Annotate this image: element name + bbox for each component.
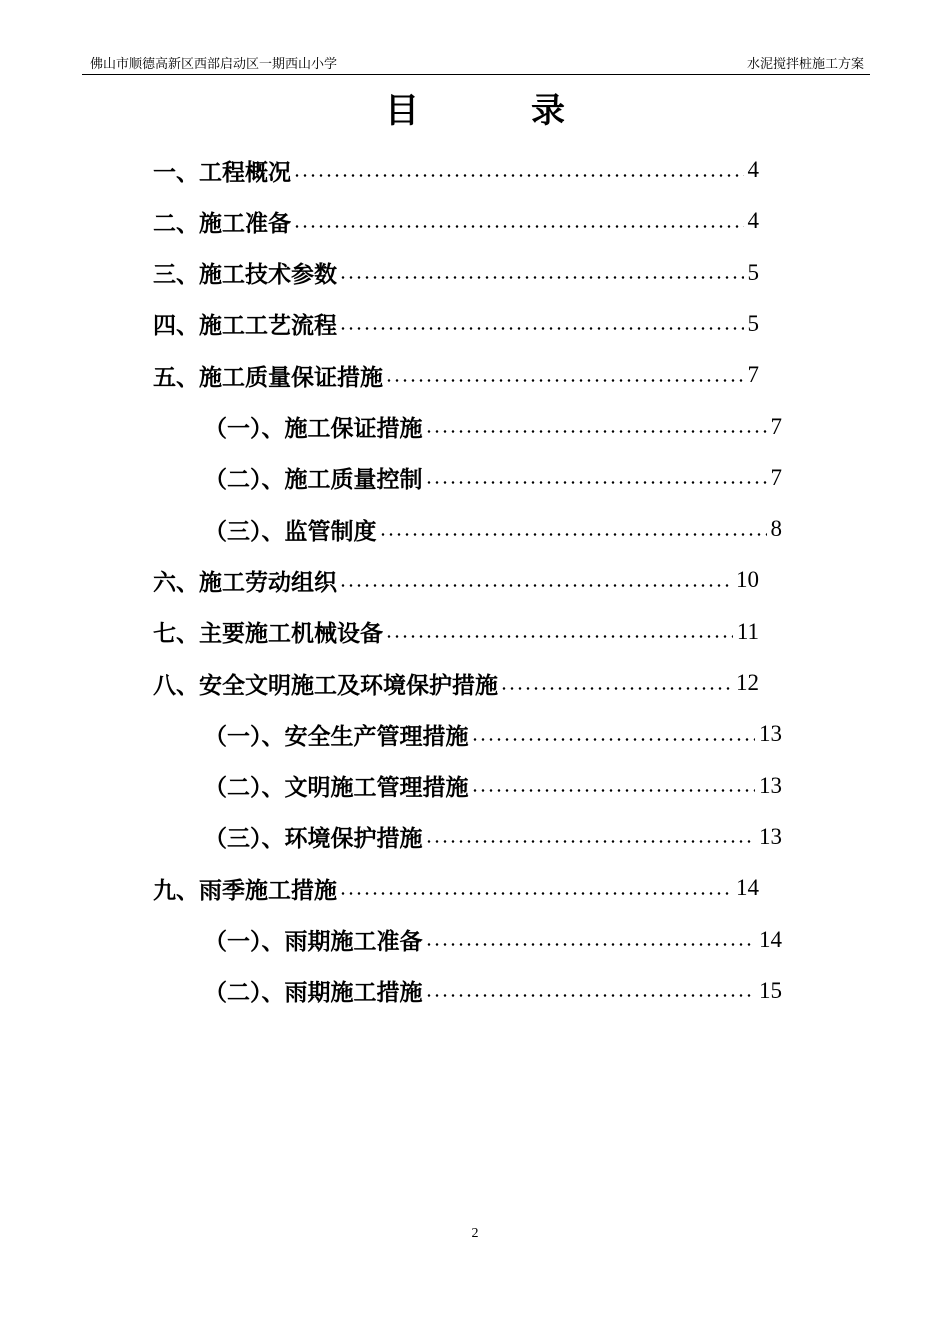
toc-entry[interactable]: [153, 201, 759, 241]
toc-entry-page: 7: [747, 362, 759, 388]
toc-entry-label: 三、施工技术参数: [153, 261, 337, 289]
toc-entry-page: 5: [747, 310, 759, 336]
toc-entry-page: 8: [770, 516, 782, 542]
header-document-title: 水泥搅拌桩施工方案: [746, 57, 864, 72]
toc-entry-label: 二、施工准备: [153, 209, 291, 237]
toc-entry-page: 14: [759, 926, 782, 952]
toc-leader-dots: [339, 276, 744, 279]
toc-entry-label: 九、雨季施工措施: [153, 876, 337, 904]
toc-leader-dots: [425, 430, 767, 433]
toc-entry-label: （一）、安全生产管理措施: [204, 722, 469, 750]
toc-entry[interactable]: [153, 150, 759, 190]
toc-entry-label: （一）、雨期施工准备: [204, 928, 423, 955]
toc-entry-page: 10: [736, 567, 759, 593]
toc-entry-page: 13: [759, 721, 782, 747]
toc-entry-page: 5: [747, 259, 759, 285]
toc-heading: [0, 88, 950, 134]
toc-entry-label: 六、施工劳动组织: [153, 568, 337, 596]
toc-subentry[interactable]: [204, 920, 782, 960]
toc-entry[interactable]: [153, 253, 759, 293]
toc-heading-char-1: 目: [385, 91, 419, 131]
toc-subentry[interactable]: [204, 458, 782, 498]
toc-leader-dots: [471, 738, 756, 741]
toc-entry-label: （三）、环境保护措施: [204, 825, 423, 853]
toc-entry-page: 15: [759, 977, 782, 1003]
toc-entry-page: 4: [747, 157, 759, 182]
toc-entry-label: （二）、文明施工管理措施: [204, 774, 469, 802]
toc-subentry[interactable]: [204, 407, 782, 447]
toc-entry-label: （二）、雨期施工措施: [204, 979, 423, 1007]
toc-entry-page: 13: [759, 772, 782, 798]
toc-entry-label: 四、施工工艺流程: [153, 312, 337, 340]
toc-subentry[interactable]: [204, 714, 782, 754]
toc-entry-label: （一）、施工保证措施: [204, 415, 423, 442]
toc-leader-dots: [425, 481, 767, 484]
toc-entry-page: 14: [736, 875, 759, 901]
toc-subentry[interactable]: [204, 766, 782, 806]
toc-leader-dots: [500, 687, 732, 690]
toc-entry-page: 4: [747, 208, 759, 234]
toc-entry[interactable]: [153, 663, 759, 703]
toc-leader-dots: [425, 840, 756, 843]
page-number: 2: [471, 1226, 479, 1241]
page-header: [82, 56, 870, 75]
toc-leader-dots: [385, 379, 744, 382]
toc-entry-label: 一、工程概况: [153, 158, 291, 186]
toc-entry-page: 13: [759, 823, 782, 849]
toc-leader-dots: [379, 533, 767, 536]
toc-entry-page: 7: [770, 464, 782, 490]
toc-leader-dots: [385, 635, 733, 638]
toc-leader-dots: [425, 994, 756, 997]
toc-heading-char-2: 录: [531, 91, 565, 131]
toc-entry-label: 八、安全文明施工及环境保护措施: [153, 671, 498, 699]
toc-entry-label: 七、主要施工机械设备: [153, 620, 383, 648]
toc-entry[interactable]: [153, 612, 759, 652]
toc-leader-dots: [471, 789, 756, 792]
toc-entry-label: 五、施工质量保证措施: [153, 363, 383, 391]
header-project-name: 佛山市顺德高新区西部启动区一期西山小学: [90, 57, 338, 72]
toc-entry[interactable]: [153, 304, 759, 344]
toc-entry-page: 12: [736, 670, 759, 695]
toc-leader-dots: [293, 225, 744, 228]
toc-subentry[interactable]: [204, 817, 782, 857]
toc-leader-dots: [293, 174, 744, 177]
toc-entry-page: 11: [736, 618, 759, 644]
toc-leader-dots: [425, 943, 756, 946]
toc-entry[interactable]: [153, 355, 759, 395]
toc-subentry[interactable]: [204, 509, 782, 549]
toc-leader-dots: [339, 327, 744, 330]
toc-entry-page: 7: [770, 413, 782, 439]
toc-leader-dots: [339, 892, 732, 895]
toc-subentry[interactable]: [204, 971, 782, 1011]
toc-leader-dots: [339, 584, 732, 587]
toc-entry-label: （二）、施工质量控制: [204, 466, 423, 494]
toc-entry[interactable]: [153, 868, 759, 908]
toc-entry[interactable]: [153, 560, 759, 600]
toc-entry-label: （三）、监管制度: [204, 517, 377, 545]
